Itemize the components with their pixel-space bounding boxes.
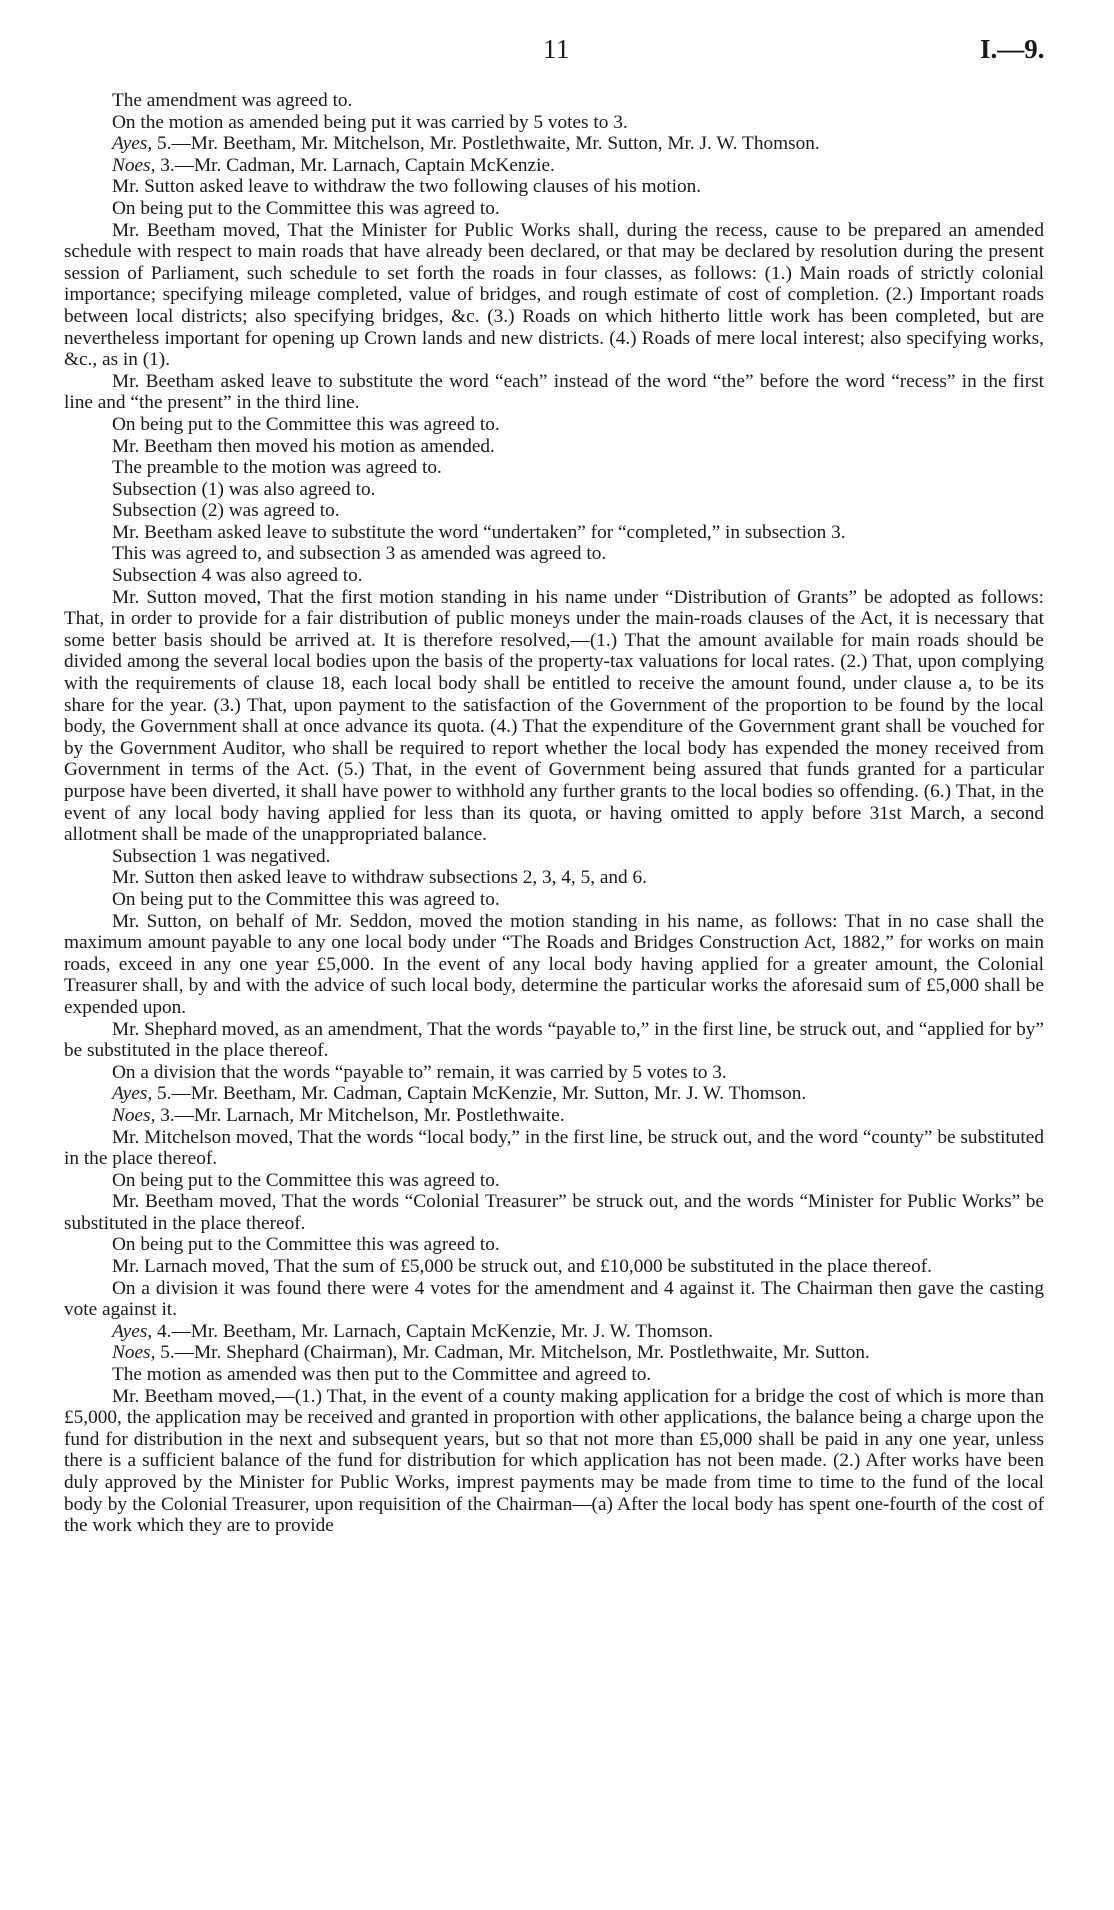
paragraph-text: On being put to the Committee this was agreed to. — [112, 413, 500, 435]
paragraph-text: Mr. Beetham moved, That the words “Colonial Treasurer” be struck out, and the words “Minister for Public Works” be substituted in the place thereof. — [64, 1191, 1044, 1234]
minutes-paragraph — [64, 90, 1044, 112]
minutes-paragraph — [64, 587, 1044, 846]
minutes-paragraph — [64, 522, 1044, 544]
page-header — [0, 34, 1114, 74]
paragraph-text: On a division it was found there were 4 votes for the amendment and 4 against it. The Chairman then gave the casting vote against it. — [64, 1277, 1044, 1321]
vote-record-paragraph — [64, 155, 1044, 177]
paragraph-text: On being put to the Committee this was agreed to. — [112, 197, 500, 219]
paragraph-text: Mr. Beetham asked leave to substitute the word “each” instead of the word “the” before the word “recess” in the first line and “the present” in the third line. — [64, 370, 1044, 414]
minutes-paragraph — [64, 1019, 1044, 1062]
vote-label: Noes, — [112, 1342, 156, 1364]
paragraph-text: On being put to the Committee this was agreed to. — [112, 1234, 500, 1256]
vote-record-paragraph — [64, 1105, 1044, 1127]
paragraph-text: Mr. Sutton then asked leave to withdraw subsections 2, 3, 4, 5, and 6. — [112, 867, 647, 889]
paragraph-text: Subsection 1 was negatived. — [112, 845, 331, 867]
paragraph-text: On a division that the words “payable to” remain, it was carried by 5 votes to 3. — [112, 1061, 727, 1083]
paragraph-text: Mr. Beetham asked leave to substitute the word “undertaken” for “completed,” in subsection 3. — [112, 521, 846, 543]
paragraph-text: 3.—Mr. Larnach, Mr Mitchelson, Mr. Postlethwaite. — [155, 1104, 565, 1126]
paragraph-text: Subsection (1) was also agreed to. — [112, 478, 376, 500]
minutes-paragraph — [64, 479, 1044, 501]
paragraph-text: This was agreed to, and subsection 3 as amended was agreed to. — [112, 543, 607, 565]
minutes-paragraph — [64, 198, 1044, 220]
minutes-paragraph — [64, 543, 1044, 565]
minutes-paragraph — [64, 1364, 1044, 1386]
minutes-paragraph — [64, 1256, 1044, 1278]
document-reference: I.—9. — [980, 34, 1045, 64]
minutes-body — [64, 90, 1044, 1537]
paragraph-text: Subsection 4 was also agreed to. — [112, 565, 363, 587]
paragraph-text: Mr. Larnach moved, That the sum of £5,000 be struck out, and £10,000 be substituted in the place thereof. — [112, 1256, 932, 1278]
page-number: 11 — [543, 34, 570, 64]
minutes-paragraph — [64, 889, 1044, 911]
paragraph-text: Mr. Beetham then moved his motion as amended. — [112, 435, 495, 457]
paragraph-text: Mr. Sutton asked leave to withdraw the two following clauses of his motion. — [112, 176, 702, 198]
minutes-paragraph — [64, 414, 1044, 436]
paragraph-text: The preamble to the motion was agreed to. — [112, 457, 442, 479]
paragraph-text: 5.—Mr. Shephard (Chairman), Mr. Cadman, Mr. Mitchelson, Mr. Postlethwaite, Mr. Sutton. — [155, 1342, 870, 1364]
paragraph-text: The amendment was agreed to. — [112, 90, 353, 111]
minutes-paragraph — [64, 457, 1044, 479]
minutes-paragraph — [64, 911, 1044, 1019]
paragraph-text: Mr. Sutton, on behalf of Mr. Seddon, moved the motion standing in his name, as follows: That in no case shall the maximum amount payable to any one local body under “The Roads and Bridges Construction Act, 1882,” for works on main roads, exceed in any one year £5,000. In the event of any local body having applied for a greater amount, the Colonial Treasurer shall, by and with the advice of such local body, determine the particular works the aforesaid sum of £5,000 shall be expended upon. — [64, 910, 1044, 1018]
minutes-paragraph — [64, 176, 1044, 198]
paragraph-text: 3.—Mr. Cadman, Mr. Larnach, Captain McKenzie. — [155, 154, 555, 176]
paragraph-text: Mr. Shephard moved, as an amendment, That the words “payable to,” in the first line, be struck out, and “applied for by” be substituted in the place thereof. — [64, 1018, 1044, 1062]
paragraph-text: On being put to the Committee this was agreed to. — [112, 1169, 500, 1191]
minutes-paragraph — [64, 436, 1044, 458]
minutes-paragraph — [64, 846, 1044, 868]
paragraph-text: Mr. Sutton moved, That the first motion standing in his name under “Distribution of Grants” be adopted as follows: That, in order to provide for a fair distribution of public moneys under the main-roads clauses of the Act, it is necessary that some better basis should be arrived at. It is therefore resolved,—(1.) That the amount available for main roads should be divided among the several local bodies upon the basis of the property-tax valuations for local rates. (2.) That, upon complying with the requirements of clause 18, each local body shall be entitled to receive the amount found, under clause a, to be its share for the year. (3.) That, upon payment to the satisfaction of the Government of the proportion to be found by the local body, the Government shall at once advance its quota. (4.) That the expenditure of the Government grant shall be vouched for by the Government Auditor, who shall be required to report whether the local body has expended the money received from Government in terms of the Act. (5.) That, in the event of Government being assured that funds granted for a particular purpose have been diverted, it shall have power to withhold any further grants to the local bodies so offending. (6.) That, in the event of any local body having applied for less than its quota, or having omitted to apply before 31st March, a second allotment shall be made of the unappropriated balance. — [64, 586, 1044, 846]
vote-record-paragraph — [64, 1321, 1044, 1343]
vote-label: Ayes, — [112, 1083, 153, 1105]
paragraph-text: Subsection (2) was agreed to. — [112, 500, 340, 522]
minutes-paragraph — [64, 500, 1044, 522]
vote-record-paragraph — [64, 133, 1044, 155]
paragraph-text: On being put to the Committee this was agreed to. — [112, 888, 500, 910]
paragraph-text: Mr. Beetham moved, That the Minister for Public Works shall, during the recess, cause to be prepared an amended schedule with respect to main roads that have already been declared, or that may be declared by resolution during the present session of Parliament, such schedule to set forth the roads in four classes, as follows: (1.) Main roads of strictly colonial importance; specifying mileage completed, value of bridges, and rough estimate of cost of completion. (2.) Important roads between local districts; also specifying bridges, &c. (3.) Roads on which hitherto little work has been completed, but are nevertheless important for opening up Crown lands and new districts. (4.) Roads of mere local interest; also specifying works, &c., as in (1). — [64, 219, 1044, 371]
minutes-paragraph — [64, 1127, 1044, 1170]
minutes-paragraph — [64, 220, 1044, 371]
minutes-paragraph — [64, 1386, 1044, 1537]
paragraph-text: The motion as amended was then put to the Committee and agreed to. — [112, 1364, 652, 1386]
paragraph-text: 4.—Mr. Beetham, Mr. Larnach, Captain McKenzie, Mr. J. W. Thomson. — [152, 1320, 714, 1342]
vote-label: Ayes, — [112, 133, 153, 155]
paragraph-text: On the motion as amended being put it was carried by 5 votes to 3. — [112, 111, 628, 133]
vote-record-paragraph — [64, 1083, 1044, 1105]
paragraph-text: Mr. Beetham moved,—(1.) That, in the event of a county making application for a bridge the cost of which is more than £5,000, the application may be received and granted in proportion with other applications, the balance being a charge upon the fund for distribution in the next and subsequent years, but so that not more than £5,000 shall be paid in any one year, unless there is a sufficient balance of the fund for distribution for which application has not been made. (2.) After works have been duly approved by the Minister for Public Works, imprest payments may be made from time to time to the fund of the local body by the Colonial Treasurer, upon requisition of the Chairman—(a) After the local body has spent one-fourth of the cost of the work which they are to provide — [64, 1385, 1044, 1537]
minutes-paragraph — [64, 371, 1044, 414]
minutes-paragraph — [64, 565, 1044, 587]
minutes-paragraph — [64, 1278, 1044, 1321]
minutes-paragraph — [64, 1234, 1044, 1256]
vote-label: Ayes, — [112, 1320, 153, 1342]
vote-label: Noes, — [112, 154, 156, 176]
minutes-paragraph — [64, 1170, 1044, 1192]
paragraph-text: Mr. Mitchelson moved, That the words “local body,” in the first line, be struck out, and the word “county” be substituted in the place thereof. — [64, 1126, 1044, 1170]
minutes-paragraph — [64, 1191, 1044, 1234]
vote-record-paragraph — [64, 1342, 1044, 1364]
minutes-paragraph — [64, 1062, 1044, 1084]
minutes-paragraph — [64, 112, 1044, 134]
paragraph-text: 5.—Mr. Beetham, Mr. Mitchelson, Mr. Postlethwaite, Mr. Sutton, Mr. J. W. Thomson. — [152, 133, 820, 155]
vote-label: Noes, — [112, 1104, 156, 1126]
paragraph-text: 5.—Mr. Beetham, Mr. Cadman, Captain McKenzie, Mr. Sutton, Mr. J. W. Thomson. — [152, 1083, 807, 1105]
minutes-paragraph — [64, 867, 1044, 889]
